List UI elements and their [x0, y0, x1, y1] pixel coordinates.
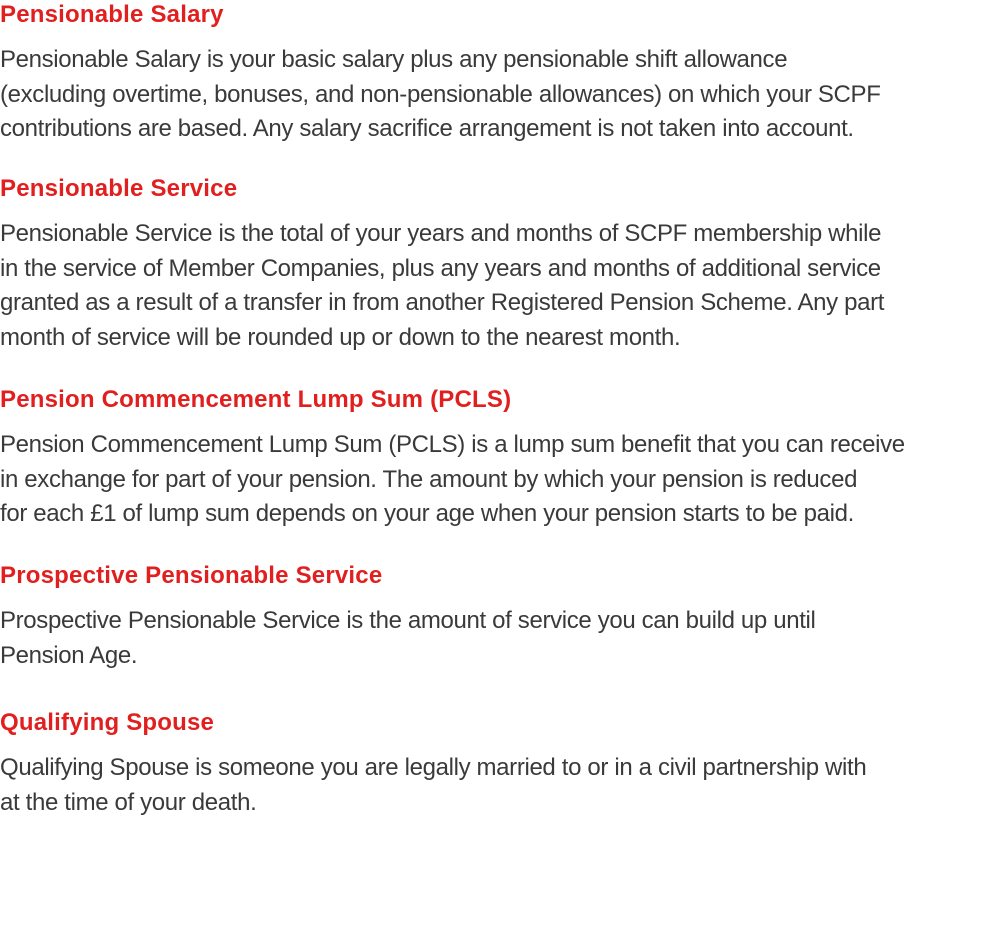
- definition-line: Qualifying Spouse is someone you are legally married to or in a civil partnership with: [0, 754, 867, 781]
- term-definition: [0, 217, 1000, 355]
- definition-line: Pension Age.: [0, 641, 138, 669]
- term-definition: [0, 751, 1000, 820]
- definition-line: Pensionable Service is the total of your years and months of SCPF membership while: [0, 220, 882, 247]
- definition-line: Pension Commencement Lump Sum (PCLS) is a lump sum benefit that you can receive: [0, 431, 905, 458]
- definition-line: for each £1 of lump sum depends on your age when your pension starts to be paid.: [0, 500, 854, 527]
- term-prospective-pensionable-service: [0, 562, 1000, 673]
- definition-line: in the service of Member Companies, plus any years and months of additional service: [0, 254, 881, 282]
- definition-line: at the time of your death.: [0, 788, 257, 816]
- term-pcls: [0, 386, 1000, 532]
- term-heading: Prospective Pensionable Service: [0, 562, 383, 589]
- term-heading: Qualifying Spouse: [0, 709, 215, 736]
- definition-line: in exchange for part of your pension. The amount by which your pension is reduced: [0, 465, 858, 493]
- definition-line: granted as a result of a transfer in from another Registered Pension Scheme. Any part: [0, 289, 885, 316]
- definition-line: Pensionable Salary is your basic salary plus any pensionable shift allowance: [0, 46, 788, 73]
- term-pensionable-salary: [0, 1, 1000, 147]
- definition-line: Prospective Pensionable Service is the amount of service you can build up until: [0, 607, 816, 634]
- term-heading: Pensionable Service: [0, 175, 238, 202]
- term-definition: [0, 428, 1000, 532]
- term-heading: Pension Commencement Lump Sum (PCLS): [0, 386, 512, 413]
- term-qualifying-spouse: [0, 709, 1000, 820]
- definition-line: (excluding overtime, bonuses, and non-pensionable allowances) on which your SCPF: [0, 80, 881, 108]
- definition-line: month of service will be rounded up or down to the nearest month.: [0, 323, 681, 351]
- term-definition: [0, 604, 1000, 673]
- term-heading: Pensionable Salary: [0, 1, 224, 28]
- definition-line: contributions are based. Any salary sacrifice arrangement is not taken into account.: [0, 115, 854, 142]
- term-pensionable-service: [0, 175, 1000, 355]
- term-definition: [0, 43, 1000, 147]
